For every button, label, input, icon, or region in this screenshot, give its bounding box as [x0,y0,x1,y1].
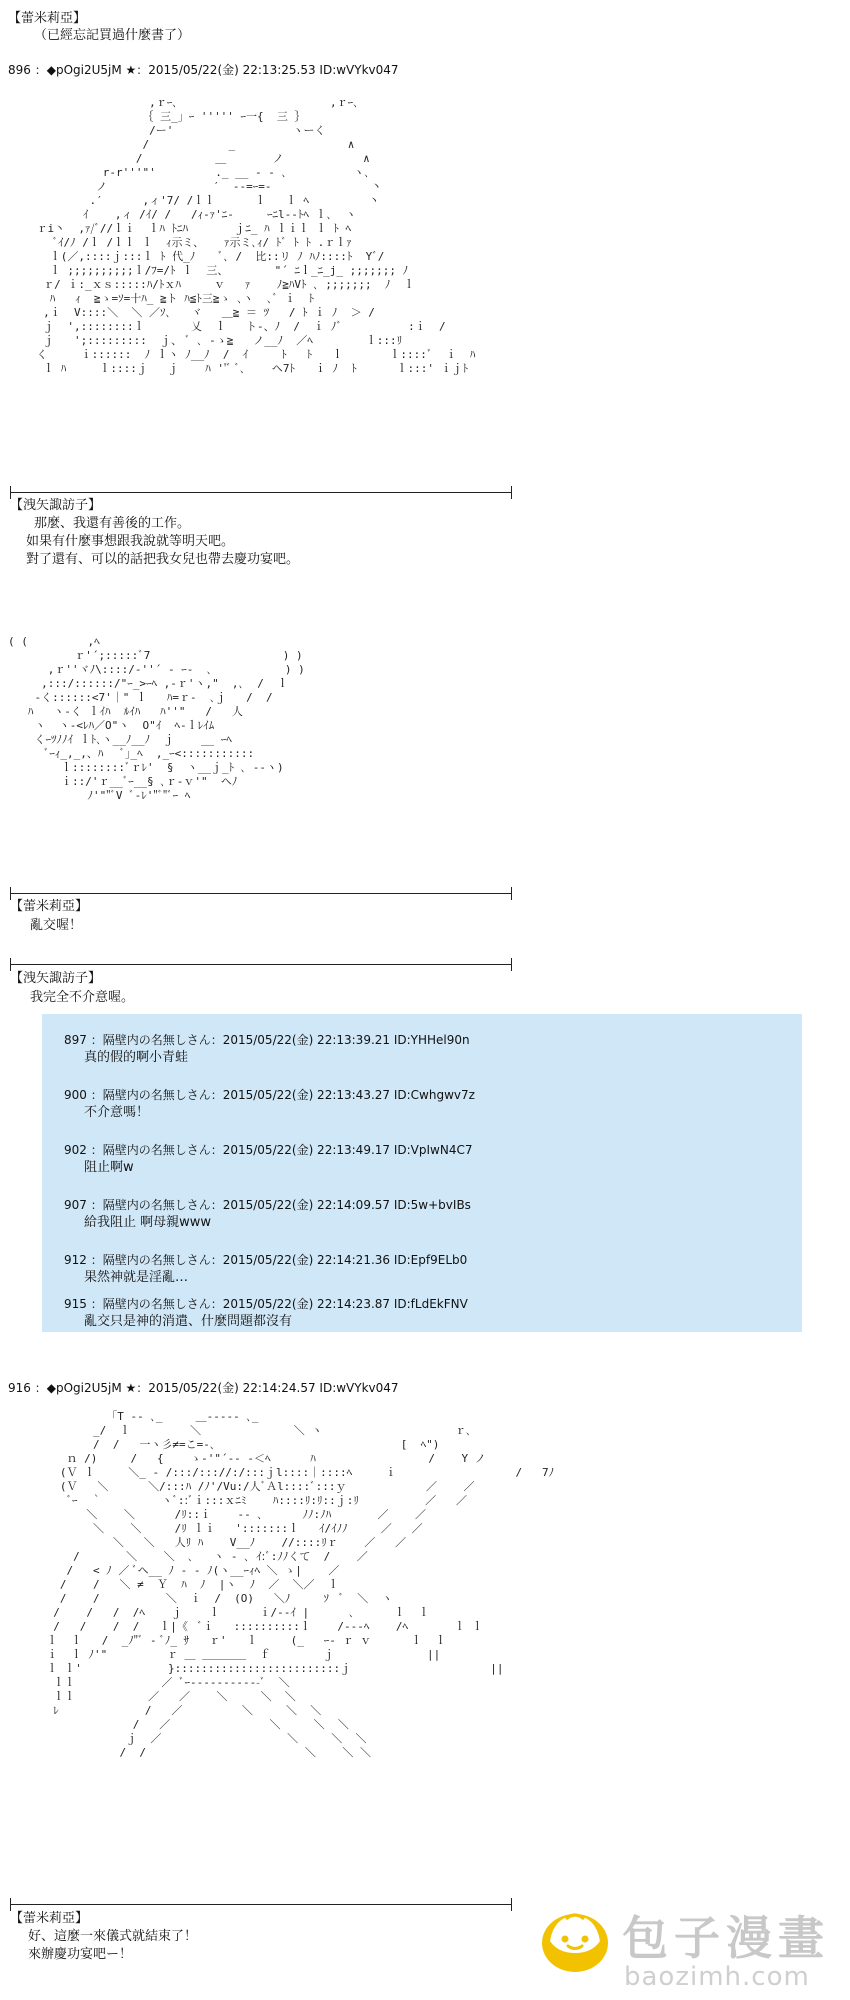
replies-panel [42,1014,802,1332]
dialog-line: 我完全不介意喔。 [30,990,135,1005]
reply-body: 不介意嗎！ [84,1105,150,1120]
watermark-url: baozimh.com [624,1962,810,1992]
dialog-line: 對了還有、可以的話把我女兒也帶去慶功宴吧。 [26,552,300,567]
divider [10,893,512,894]
reply-item [64,1296,468,1330]
reply-item [64,1087,475,1121]
reply-item [64,1252,467,1286]
reply-body: 阻止啊w [84,1160,134,1175]
reply-header: 907 ：隔壁内の名無しさん：2015/05/22(金) 22:14:09.57 ID:5w+bvIBs [64,1198,471,1212]
dialog-line: 好、這麼一來儀式就結束了！ [28,1929,198,1944]
dialog-line: （已經忘記買過什麼書了） [34,28,191,43]
speaker-label: 【洩矢諏訪子】 [10,971,102,986]
reply-header: 912 ：隔壁内の名無しさん：2015/05/22(金) 22:14:21.36 ID:Epf9ELb0 [64,1253,468,1267]
divider [10,964,512,965]
bun-icon [540,1905,610,1975]
divider [10,492,512,493]
reply-header: 897 ：隔壁内の名無しさん：2015/05/22(金) 22:13:39.21 ID:YHHel90n [64,1033,470,1047]
reply-item [64,1197,471,1231]
reply-body: 亂交只是神的消遣、什麼問題都沒有 [84,1314,293,1329]
dialog-line: 那麼、我還有善後的工作。 [34,516,191,531]
reply-item [64,1032,470,1066]
speaker-label: 【蕾米莉亞】 [10,899,89,914]
watermark [540,1900,840,2000]
dialog-line: 如果有什麼事想跟我說就等明天吧。 [26,534,235,549]
reply-body: 給我阻止 啊母親www [84,1215,212,1230]
divider [10,1904,512,1905]
post-header: 916 ：◆pOgi2U5jM ★：2015/05/22(金) 22:14:24.57 ID:wVYkv047 [8,1381,399,1395]
ascii-art-chibi: ( ( ,ﾍ ｒ'´;:::::ﾞ7 ) ) ,ｒ''ヾﾉ\::::/‐''´ ‐ ｰ- ､ ) ) ,:::/::::::/"ｰ_>ｰﾍ ,-ｒ'ヽ," ,､ / ｌ ‐く::::::<7'｜" ｌ ﾊ=ｒ- ､ｊ / / ﾊ ヽ‐く ｌｲﾊ ﾙｲﾊ ﾊ''" / 人 ヽ ヽ‐<ﾚﾊ／O"ヽ O"ｲ ﾍ‐ｌﾚｲﾑ くｰﾂﾉﾉｲ ｌﾄ､ヽ__ﾉ__ﾉ ｊ __ ｰﾍ ﾞｰｨ_,_,、ﾊ ﾞ｣_ﾍ ,_ｰ<::::::::::: ｌ::::::::ﾞｒﾚ' § ヽ__ｊ_ﾄ ､ ‐‐ヽ) ｉ::/'ｒ__ﾞｰ__§ ､ｒ‐ｖ'" ヘﾉ ﾉ'""ﾞV ﾞ-ﾚ'"ﾞ"ﾞｰ ﾍ [8,635,305,802]
reply-header: 902 ：隔壁内の名無しさん：2015/05/22(金) 22:13:49.17 ID:VpIwN4C7 [64,1143,473,1157]
dialog-line: 亂交喔！ [30,918,83,933]
reply-body: 果然神就是淫亂… [84,1270,189,1285]
speaker-label: 【蕾米莉亞】 [8,11,87,26]
ascii-art-remilia: 「T ‐‐ ､_ ＿‐‐‐‐‐ ､_ _/ ｌ ＼ ＼ ヽ ｒ､ / / 一ヽ彡≠=こ=‐､ [ ﾍ") ｎ /) / { ゝ‐'"´‐‐ ‐＜ﾍ ﾊ / Y ノ (Ｖ ｌ ＼_ - /:::/::://:/:::ｊl::::｜::::ﾍ ｉ / 7ﾉ (Ｖ ＼ ＼/:::ﾊ /ﾉ'/Vu:/人ﾞＡl::::ﾞ:::ｙ ／ ／ ﾞｰ ｀ ヽﾞ::ﾞｉ:::ｘﾆﾐ ﾊ::::ﾘ:ﾘ::ｊ:ﾘ ／ ／ ＼ ＼ /ﾘ::ｉ ‐‐ ､ ﾉﾉ:ﾉﾊ ／ ／ ＼ ＼ /ﾘ ｌｉ ':::::::ｌ ｲ/ｲﾉﾉ ／ ／ ＼ ＼ 人ﾘ ﾊ V__ﾉ //::::ﾘｒ ／ ／ / ＼ ＼ ､ ヽ ‐ ､ ｲ:ﾞ:ﾉﾉくて / ／ / < ﾉ ／ ﾞヘ__ ﾉ ‐ ‐ ﾉ(ヽ__ｰｨﾍ ＼ ゝ| ／ / / ＼ ≠ Ｙ ﾊ ﾉ |ヽ ﾉ ／ ＼／ ｌ / / ＼ ｉ / (O) ＼ﾉ ｿ ﾞ ＼ ヽ / / / /ﾍ ｊ ｌ ｉ/‐‐ｲ | ､ ｌ ｌ / / / / ｌ|《 ﾞｉ ::::::::::ｌ /‐‐‐ﾍ /ﾍ ｌ ｌ ｌ ｌ / _ﾉ"ﾞ ‐ ﾞﾉ_ ｻ ｒ' ｌ (_ ｰ‐ ｒ ｖ ｌ ｌ ｉ ｌ ﾉ'" ｒ ＿ ＿＿＿＿ ｆ ｊ || ｌ ｌ' }:::::::::::::::::::::::::ｊ || ｌｌ ／ ﾞｰ‐‐‐‐‐‐‐‐‐‐-ﾞ ＼ ｌｌ ／ ／ ＼ ＼ ＼ ﾚ / ／ ＼ ＼ ＼ / ／ ＼ ＼ ＼ ｊ ／ ＼ ＼ ＼ / / ＼ ＼ ＼ [46,1410,555,1759]
speaker-label: 【洩矢諏訪子】 [10,498,102,513]
speaker-label: 【蕾米莉亞】 [10,1911,89,1926]
watermark-title: 包子漫畫 [622,1911,830,1965]
reply-body: 真的假的啊小青蛙 [84,1050,189,1065]
reply-header: 900 ：隔壁内の名無しさん：2015/05/22(金) 22:13:43.27 ID:Cwhgwv7z [64,1088,475,1102]
post-header: 896 ：◆pOgi2U5jM ★：2015/05/22(金) 22:13:25.53 ID:wVYkv047 [8,63,399,77]
dialog-line: 來辦慶功宴吧ー！ [28,1947,133,1962]
ascii-art-frog-goddess: ,ｒｰ､ ,ｒｰ､ ｛ 三_」ｰ ''''' ｰ一{ 三 ｝ /ー' ヽーく / _ ∧ / ＿ ノ ∧ r‐r'''"' ._ __ - ‐ ､ ヽ､ ノ ′ ‐‐=ｰ=‐ 丶 .′ ,ィ'7/ /ｌｌ ｌ ｌ ﾍ 丶 ｲ ,ィ /ｲ/ / /ｨ-ｧ'ﾆ- ｰﾆl‐‐ﾄﾍ ｌ､ ヽ ｒi丶 ,ｧ/ﾞ//ｌｉ ｌﾊ ﾄﾆﾊ ｊﾆ_ ﾊ ｌｉｌ ｌ ﾄ ﾍ ﾞｲ/ﾉ /ｌ /ｌｌ ｌ ｨ示ミ、 ｧ示ミ､ｨ/ ﾄﾞ ﾄ ﾄ .ｒｌｧ ｌ(／,::::ｊ:::ｌ ﾄ 代_ﾉ ﾞ､ / 比::リ ﾉ ﾊﾉ::::ﾄ Yﾞ/ ｌ ;;;;;;;;;;ｌ/ﾌ=/ﾄ ｌ 三、 "´ ﾆｌ_ﾆ_j_ ;;;;;;; ﾉ ｒ/ ｉ:_ｘｓ:::::ﾊ/ﾄｘﾊ ｖ ｧ ﾉ≧ﾊVﾄ ､ ;;;;;;; ﾉ ｌ ﾊ ｨ ≧ゝ=ｿ=十ﾊ_ ≧ト ﾊ≦ﾄ三≧ゝ ､ヽ ､ﾞ ｉ ﾄ ,ｉ V::::＼ ＼ ／ｿ､ ヾ ＿≧ ＝ ﾂ / ﾄ ｉ ﾉ ＞ / ｊ ',::::::::ｌ 乂 ｌ ト‐、ﾉ / ｉ ﾉﾞ :ｉ / ｊ ';::::::::: ｊ、 ﾞ ､ ‐ゝ≧ ノ__ﾉ ／ﾍ ｌ:::ﾘ く ｉ:::::: ﾉ ｌヽ ﾉ__ﾉ / ｲ ﾄ ﾄ ｌ ｌ::::ﾞ ｉ ﾊ ｌ ﾊ ｌ::::ｊ ｊ ﾊ ''ﾞ ﾞ､ ヘ7ﾄ ｉ ﾉ ﾄ ｌ:::' ｉｊﾄ [36,96,476,375]
reply-header: 915 ：隔壁内の名無しさん：2015/05/22(金) 22:14:23.87 ID:fLdEkFNV [64,1297,468,1311]
reply-item [64,1142,472,1176]
